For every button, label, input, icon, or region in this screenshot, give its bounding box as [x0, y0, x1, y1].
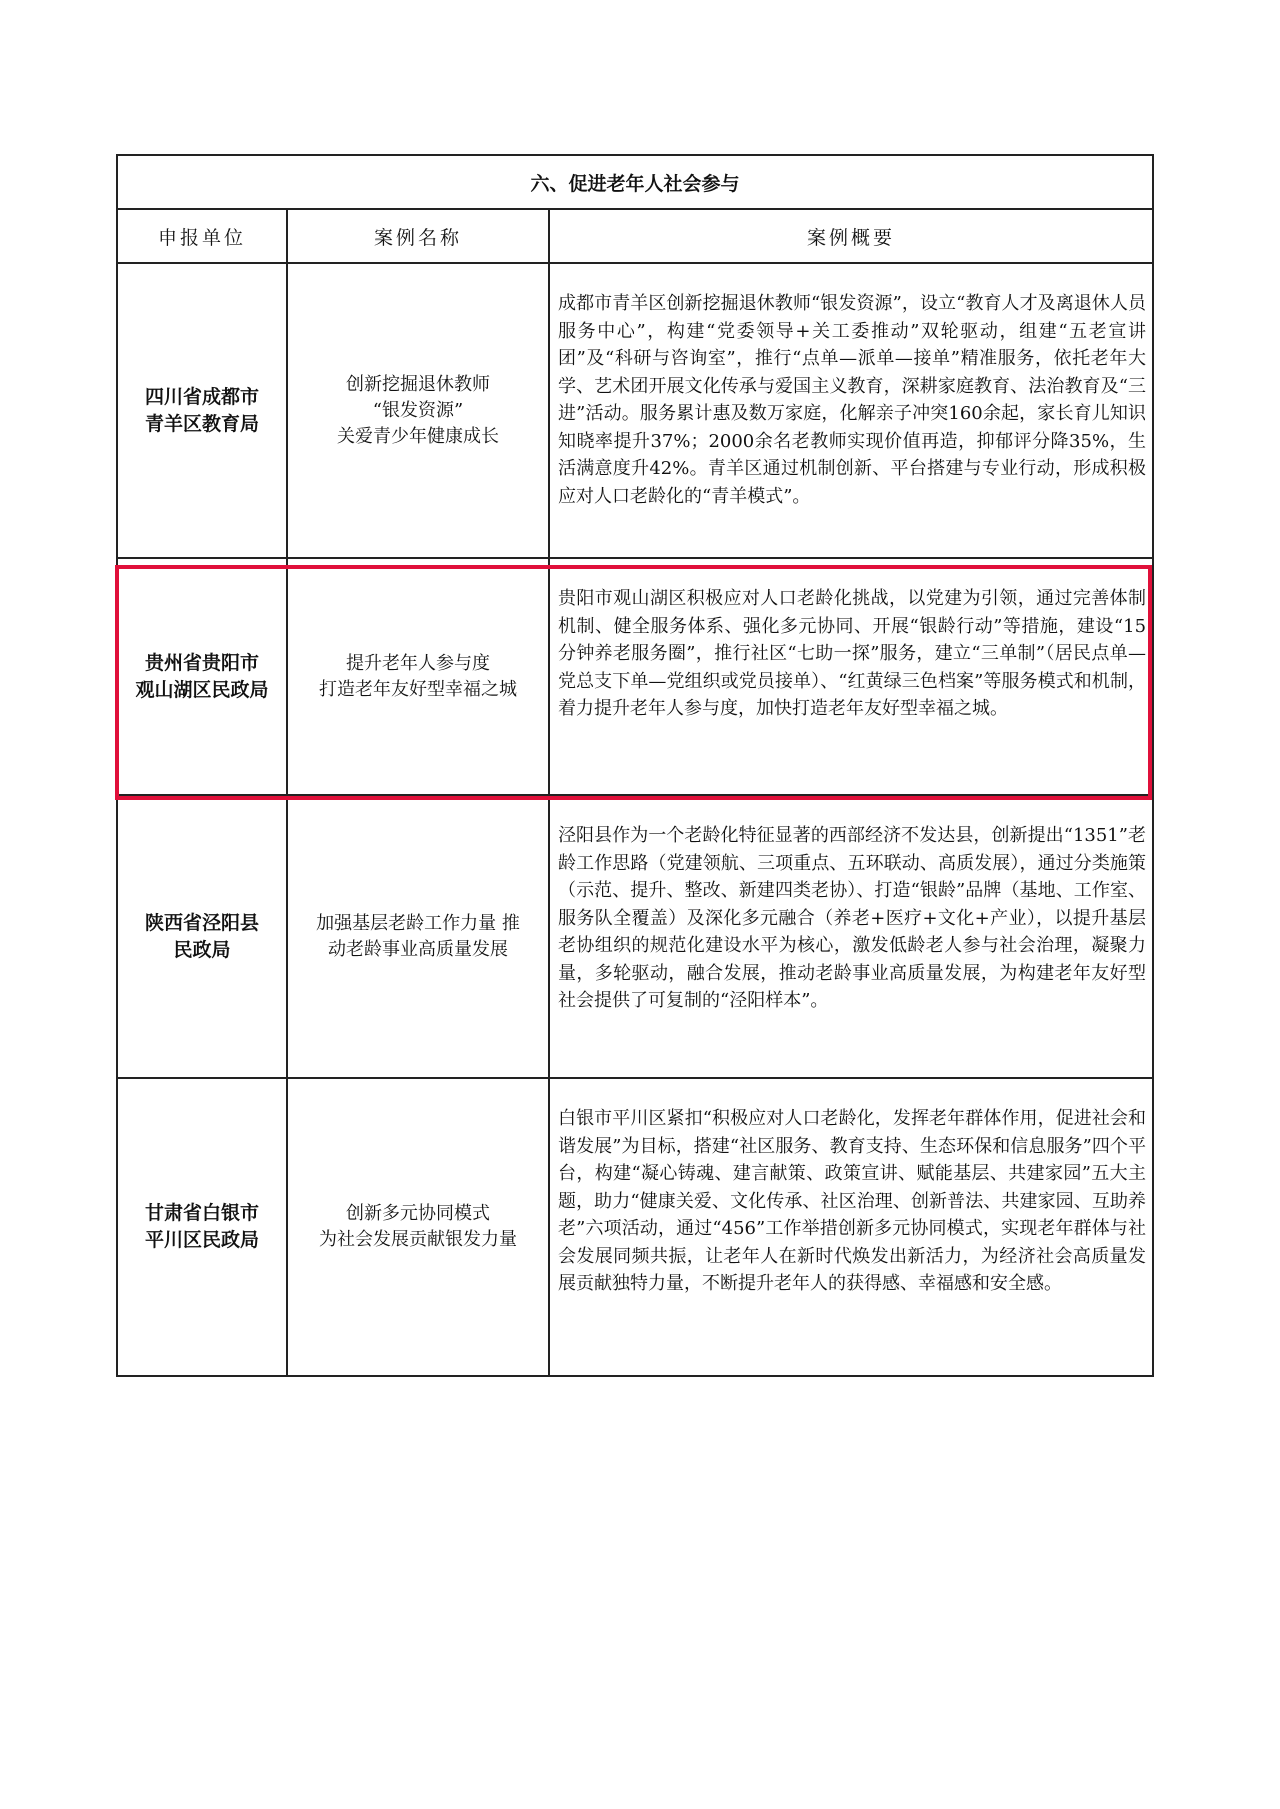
unit-line: 观山湖区民政局 [135, 678, 269, 701]
summary-cell: 泾阳县作为一个老龄化特征显著的西部经济不发达县，创新提出“1351”老龄工作思路（党建领航、三项重点、五环联动、高质发展），通过分类施策（示范、提升、整改、新建四类老协）、打造“银龄”品牌（基地、工作室、服务队全覆盖）及深化多元融合（养老+医疗+文化+产业），以提升基层老协组织的规范化建设水平为核心，激发低龄老人参与社会治理，凝聚力量，多轮驱动，融合发展，推动老龄事业高质量发展，为构建老年友好型社会提供了可复制的“泾阳样本”。 [549, 795, 1153, 1078]
case-name-line: 打造老年友好型幸福之城 [319, 678, 517, 700]
table-row [117, 795, 1153, 1078]
unit-line: 甘肃省白银市 [144, 1202, 259, 1224]
header-summary: 案例概要 [549, 209, 1153, 263]
case-name-line: 为社会发展贡献银发力量 [319, 1229, 517, 1250]
summary-cell: 白银市平川区紧扣“积极应对人口老龄化，发挥老年群体作用，促进社会和谐发展”为目标，搭建“社区服务、教育支持、生态环保和信息服务”四个平台，构建“凝心铸魂、建言献策、政策宣讲、赋能基层、共建家园”五大主题，助力“健康关爱、文化传承、社区治理、创新普法、共建家园、互助养老”六项活动，通过“456”工作举措创新多元协同模式，实现老年群体与社会发展同频共振，让老年人在新时代焕发出新活力，为经济社会高质量发展贡献独特力量，不断提升老年人的获得感、幸福感和安全感。 [549, 1078, 1153, 1376]
unit-line: 民政局 [173, 938, 231, 961]
unit-line: 青羊区教育局 [144, 412, 259, 435]
unit-line: 陕西省泾阳县 [144, 911, 259, 934]
unit-cell [117, 558, 287, 795]
unit-cell [117, 1078, 287, 1376]
case-table [116, 154, 1154, 1377]
unit-line: 平川区民政局 [144, 1229, 259, 1251]
table-row [117, 1078, 1153, 1376]
unit-cell [117, 263, 287, 558]
summary-cell: 成都市青羊区创新挖掘退休教师“银发资源”，设立“教育人才及离退休人员服务中心”，构建“党委领导+关工委推动”双轮驱动，组建“五老宣讲团”及“科研与咨询室”，推行“点单—派单—接单”精准服务，依托老年大学、艺术团开展文化传承与爱国主义教育，深耕家庭教育、法治教育及“三进”活动。服务累计惠及数万家庭，化解亲子冲突160余起，家长育儿知识知晓率提升37%；2000余名老教师实现价值再造，抑郁评分降35%，生活满意度升42%。青羊区通过机制创新、平台搭建与专业行动，形成积极应对人口老龄化的“青羊模式”。 [549, 263, 1153, 558]
section-title-row [117, 155, 1153, 209]
case-name-line: 关爱青少年健康成长 [337, 425, 499, 447]
case-name-line: “银发资源” [372, 399, 464, 421]
case-name-line: 创新多元协同模式 [346, 1203, 490, 1224]
case-name-cell [287, 263, 549, 558]
case-table-container [116, 154, 1152, 1377]
unit-line: 贵州省贵阳市 [144, 651, 259, 674]
table-row [117, 263, 1153, 558]
header-row [117, 209, 1153, 263]
case-name-cell [287, 558, 549, 795]
section-title: 六、促进老年人社会参与 [117, 155, 1153, 209]
case-name-cell [287, 795, 549, 1078]
summary-cell: 贵阳市观山湖区积极应对人口老龄化挑战，以党建为引领，通过完善体制机制、健全服务体系、强化多元协同、开展“银龄行动”等措施，建设“15分钟养老服务圈”，推行社区“七助一探”服务，建立“三单制”（居民点单—党总支下单—党组织或党员接单）、“红黄绿三色档案”等服务模式和机制，着力提升老年人参与度，加快打造老年友好型幸福之城。 [549, 558, 1153, 795]
case-name-line: 加强基层老龄工作力量 推 [316, 912, 520, 934]
case-name-line: 创新挖掘退休教师 [346, 373, 490, 395]
table-row [117, 558, 1153, 795]
header-case-name: 案例名称 [287, 209, 549, 263]
case-name-line: 提升老年人参与度 [346, 652, 490, 674]
unit-line: 四川省成都市 [144, 385, 259, 408]
case-name-cell [287, 1078, 549, 1376]
unit-cell [117, 795, 287, 1078]
header-unit: 申报单位 [117, 209, 287, 263]
case-name-line: 动老龄事业高质量发展 [328, 938, 508, 960]
